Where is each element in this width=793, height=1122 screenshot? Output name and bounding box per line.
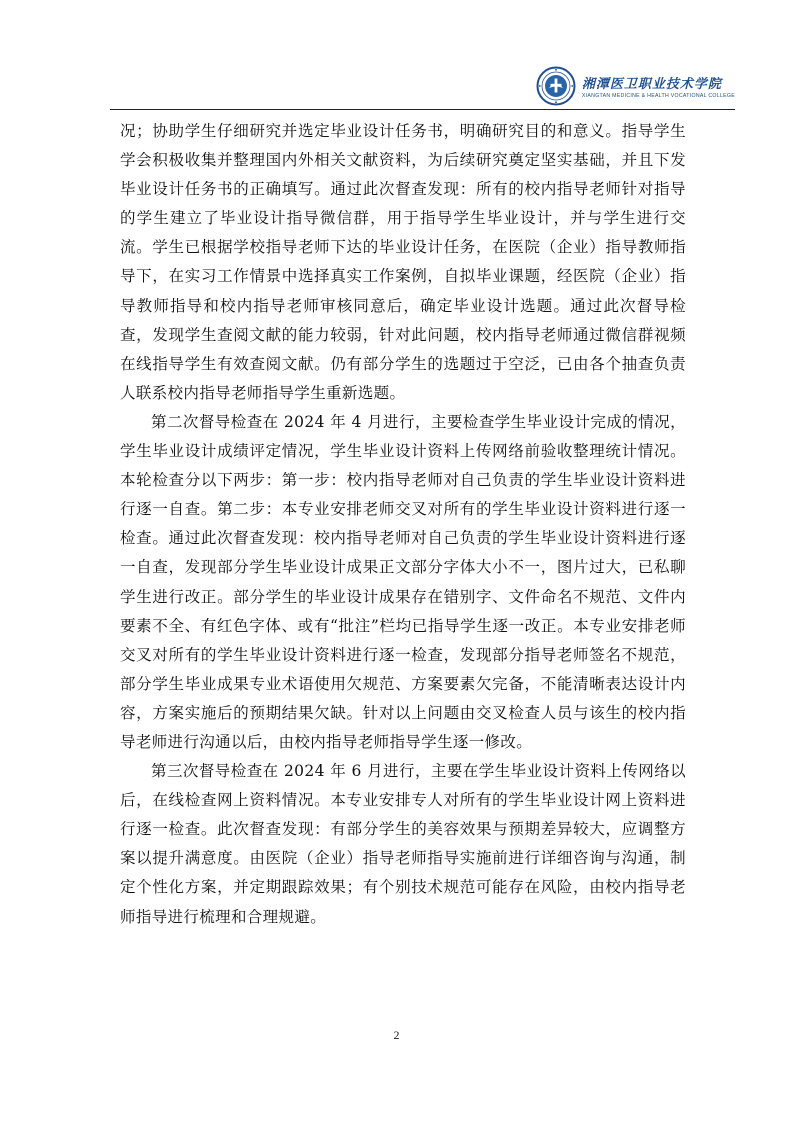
paragraph-1: 况；协助学生仔细研究并选定毕业设计任务书，明确研究目的和意义。指导学生学会积极收集并整理国内外相关文献资料，为后续研究奠定坚实基础，并且下发毕业设计任务书的正确填写。通过此次督查发现：所有的校内指导老师针对指导的学生建立了毕业设计指导微信群，用于指导学生毕业设计，并与学生进行交流。学生已根据学校指导老师下达的毕业设计任务，在医院（企业）指导教师指导下，在实习工作情景中选择真实工作案例，自拟毕业课题，经医院（企业）指导教师指导和校内指导老师审核同意后，确定毕业设计选题。通过此次督导检查，发现学生查阅文献的能力较弱，针对此问题，校内指导老师通过微信群视频在线指导学生有效查阅文献。仍有部分学生的选题过于空泛，已由各个抽查负责人联系校内指导老师指导学生重新选题。 [120, 122, 686, 402]
college-logo [536, 66, 735, 106]
college-name-cn: 湘潭医卫职业技术学院 [581, 77, 722, 92]
header-divider [110, 109, 735, 110]
college-emblem-icon [536, 66, 576, 106]
paragraph-2: 第二次督导检查在 2024 年 4 月进行，主要检查学生毕业设计完成的情况，学生毕业设计成绩评定情况，学生毕业设计资料上传网络前验收整理统计情况。本轮检查分以下两步：第一步：校内指导老师对自己负责的学生毕业设计资料进行逐一自查。第二步：本专业安排老师交叉对所有的学生毕业设计资料进行逐一检查。通过此次督查发现：校内指导老师对自己负责的学生毕业设计资料进行逐一自查，发现部分学生毕业设计成果正文部分字体大小不一，图片过大，已私聊学生进行改正。部分学生的毕业设计成果存在错别字、文件命名不规范、文件内要素不全、有红色字体、或有“批注”栏均已指导学生逐一改正。本专业安排老师交叉对所有的学生毕业设计资料进行逐一检查，发现部分指导老师签名不规范，部分学生毕业成果专业术语使用欠规范、方案要素欠完备，不能清晰表达设计内容，方案实施后的预期结果欠缺。针对以上问题由交叉检查人员与该生的校内指导老师进行沟通以后，由校内指导老师指导学生逐一修改。 [120, 412, 686, 751]
college-name [582, 73, 735, 99]
page-header [110, 58, 735, 110]
page-number: 2 [393, 1028, 400, 1042]
document-body [120, 117, 686, 932]
college-name-en: XIANGTAN MEDICINE & HEALTH VOCATIONAL COLLEGE [581, 93, 735, 99]
paragraph-3: 第三次督导检查在 2024 年 6 月进行，主要在学生毕业设计资料上传网络以后，在线检查网上资料情况。本专业安排专人对所有的学生毕业设计网上资料进行逐一检查。此次督查发现：有部分学生的美容效果与预期差异较大，应调整方案以提升满意度。由医院（企业）指导老师指导实施前进行详细咨询与沟通，制定个性化方案，并定期跟踪效果；有个别技术规范可能存在风险，由校内指导老师指导进行梳理和合理规避。 [120, 762, 686, 926]
